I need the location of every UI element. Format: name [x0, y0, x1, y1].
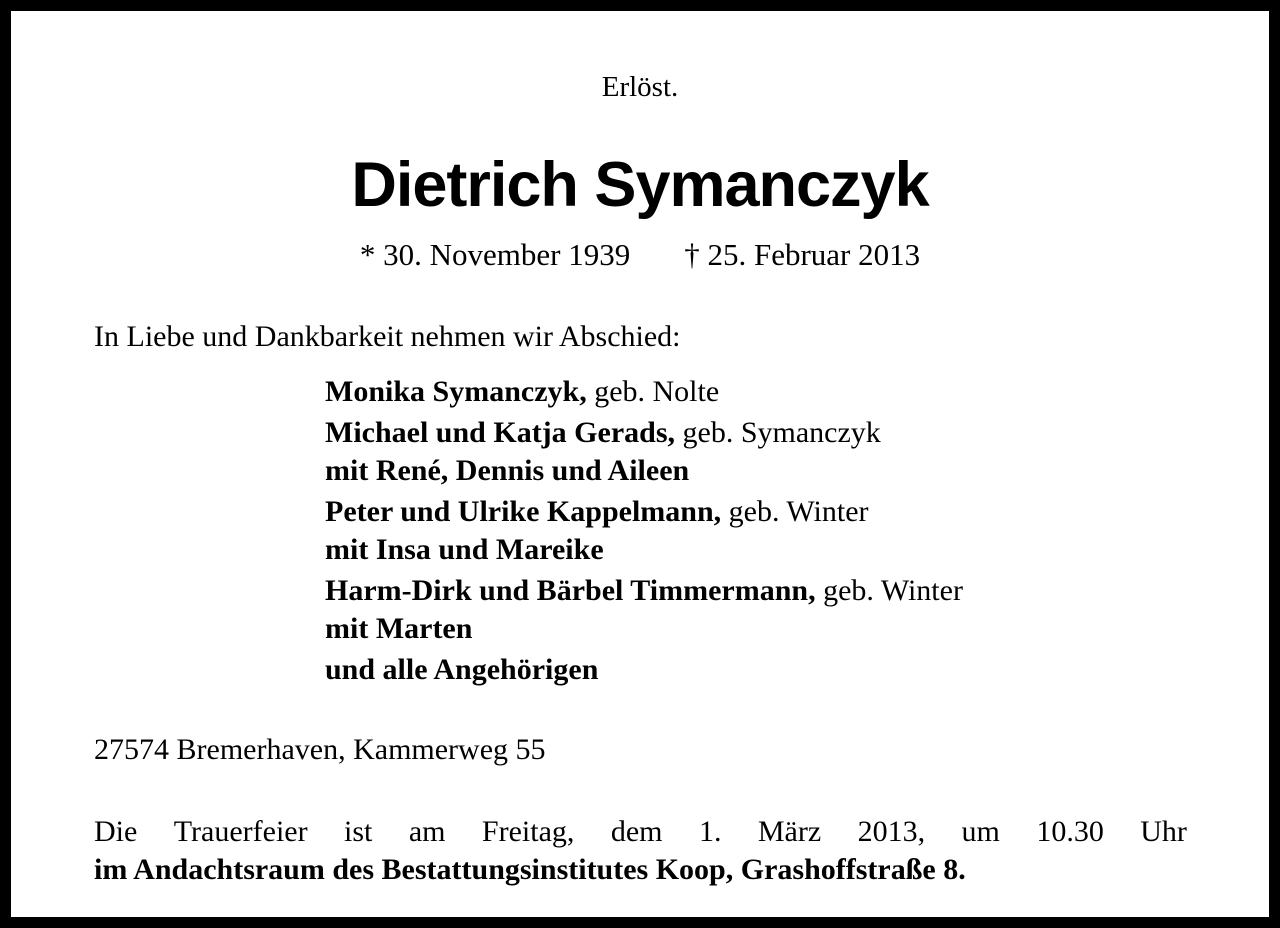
service-word: Uhr — [1140, 815, 1187, 848]
farewell-line: In Liebe und Dankbarkeit nehmen wir Abschied: — [94, 320, 681, 353]
service-word: 1. — [698, 815, 722, 848]
mourner-group — [325, 493, 963, 569]
life-dates — [11, 237, 1269, 273]
mourner-group — [325, 414, 963, 490]
service-word: Freitag, — [481, 815, 575, 848]
service-word: Die — [94, 815, 138, 848]
mourner-children: mit Insa und Mareike — [325, 533, 604, 566]
service-word: um — [961, 815, 1000, 848]
mourner-names: Harm-Dirk und Bärbel Timmermann, — [325, 574, 816, 607]
mourner-names: Michael und Katja Gerads, — [325, 416, 675, 449]
mourner-maiden-name: geb. Nolte — [586, 375, 720, 408]
address: 27574 Bremerhaven, Kammerweg 55 — [94, 733, 546, 766]
mourner-names: Peter und Ulrike Kappelmann, — [325, 495, 722, 528]
service-word: ist — [344, 815, 373, 848]
intro-word: Erlöst. — [601, 71, 679, 103]
funeral-service-info — [94, 813, 1187, 889]
mourner-children: mit René, Dennis und Aileen — [325, 454, 690, 487]
service-line-2: im Andachtsraum des Bestattungsinstitutes Koop, Grashoffstraße 8. — [94, 853, 966, 886]
mourner-group — [325, 373, 963, 411]
mourner-group — [325, 572, 963, 648]
service-word: dem — [610, 815, 663, 848]
mourner-maiden-name: geb. Winter — [721, 495, 869, 528]
mourners-list — [325, 373, 963, 692]
service-word: am — [408, 815, 446, 848]
other-relatives: und alle Angehörigen — [325, 653, 599, 686]
birth-date: * 30. November 1939 — [359, 237, 631, 272]
mourner-children: mit Marten — [325, 612, 473, 645]
deceased-name: Dietrich Symanczyk — [351, 150, 929, 220]
mourner-group — [325, 651, 963, 689]
service-line-1 — [94, 813, 1187, 851]
death-date: † 25. Februar 2013 — [684, 237, 921, 272]
service-word: Trauerfeier — [173, 815, 308, 848]
service-word: März — [757, 815, 822, 848]
mourner-maiden-name: geb. Symanczyk — [675, 416, 881, 449]
mourner-names: Monika Symanczyk, — [325, 375, 587, 408]
mourner-maiden-name: geb. Winter — [815, 574, 963, 607]
service-word: 10.30 — [1036, 815, 1104, 848]
obituary-notice — [11, 11, 1269, 917]
service-word: 2013, — [857, 815, 926, 848]
